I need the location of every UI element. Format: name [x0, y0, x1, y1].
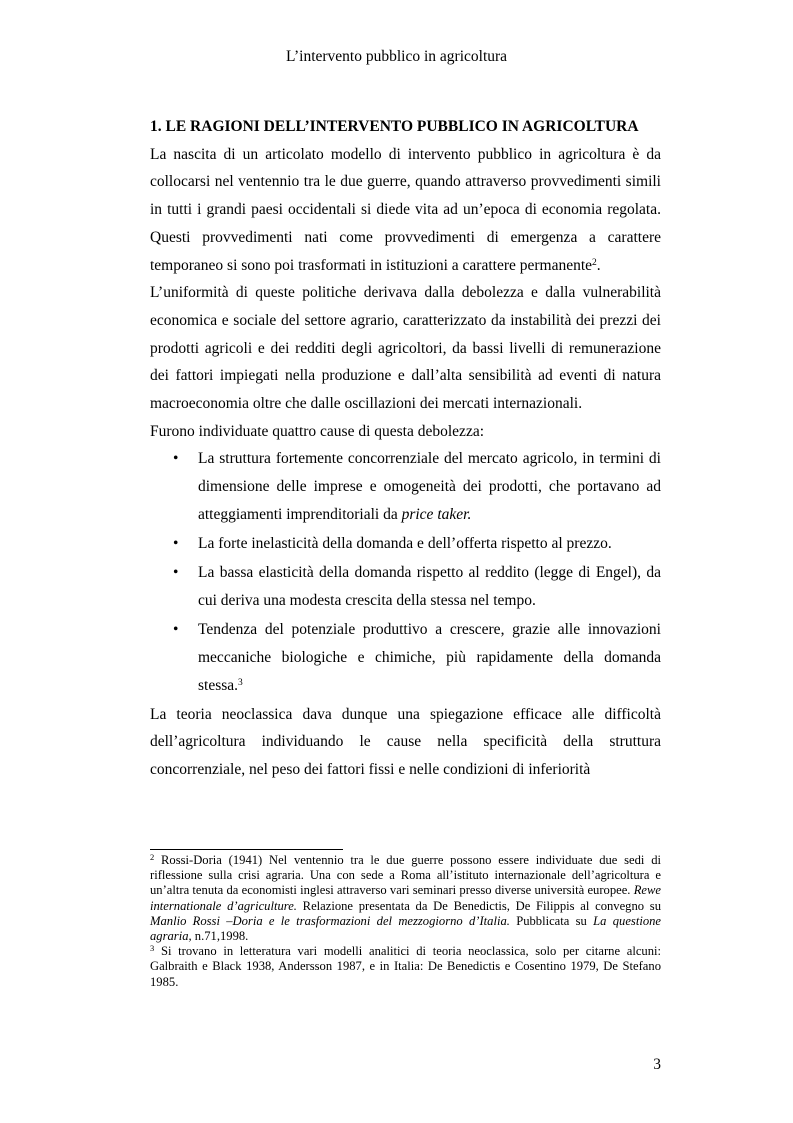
footnote-3-number: 3	[150, 943, 155, 954]
section-heading: 1. LE RAGIONI DELL’INTERVENTO PUBBLICO IN AGRICOLTURA	[150, 118, 639, 135]
paragraph-1-text: La nascita di un articolato modello di intervento pubblico in agricoltura è da collocarsi nel ventennio tra le due guerre, quando attraverso provvedimenti simili in tutti i grandi paesi occidentali si diede vita ad un’epoca di economia regolata. Questi provvedimenti nati come provvedimenti di emergenza a carattere temporaneo si sono poi trasformati in istituzioni a carattere permanente	[150, 145, 661, 274]
footnote-2-text-2: Relazione presentata da De Benedictis, De Filippis al convegno su	[296, 898, 662, 913]
footnote-2-number: 2	[150, 852, 155, 862]
footnote-2-text-3: Pubblicata su	[509, 913, 594, 928]
footnote-ref-2[interactable]: 2	[592, 257, 597, 268]
footnote-2-italic-2: Manlio Rossi –Doria e le trasformazioni del mezzogiorno d’Italia.	[150, 913, 510, 928]
list-item-text: La struttura fortemente concorrenziale del mercato agricolo, in termini di dimensione delle imprese e omogeneità dei prodotti, che portavano ad atteggiamenti imprenditoriali da	[198, 450, 661, 523]
footnote-2-text-4: n.71,1998.	[191, 929, 249, 944]
footnote-2-italic-1: Rewe internationale d’agriculture.	[150, 883, 661, 913]
page-number: 3	[653, 1056, 661, 1073]
paragraph-1-end: .	[596, 256, 601, 274]
paragraph-2: L’uniformità di queste politiche derivava dalla debolezza e dalla vulnerabilità economica e sociale del settore agrario, caratterizzato da instabilità dei prezzi dei prodotti agricoli e dei redditi degli agricoltori, da bassi livelli di remunerazione dei fattori impiegati nella produzione e dall’alta sensibilità ad eventi di natura macroeconomia oltre che dalle oscillazioni dei mercati internazionali.	[150, 284, 661, 413]
footnote-divider	[150, 849, 343, 850]
footnote-2	[150, 853, 661, 944]
footnote-3-text: Si trovano in letteratura vari modelli analitici di teoria neoclassica, solo per citarne alcuni: Galbraith e Black 1938, Andersson 1987, e in Italia: De Benedictis e Cosentino 1979, De Stefano 1985.	[150, 944, 661, 989]
list-item: • La forte inelasticità della domanda e dell’offerta rispetto al prezzo.	[198, 530, 661, 558]
main-text	[150, 113, 661, 784]
paragraph-3: Furono individuate quattro cause di questa debolezza:	[150, 422, 485, 440]
footnote-ref-3[interactable]: 3	[238, 677, 243, 688]
list-item-italic: price taker.	[401, 505, 472, 523]
paragraph-4: La teoria neoclassica dava dunque una spiegazione efficace alle difficoltà dell’agricoltura individuando le cause nella specificità della struttura concorrenziale, nel peso dei fattori fissi e nelle condizioni di inferiorità	[150, 705, 661, 779]
causes-list	[150, 445, 661, 699]
list-item: • La bassa elasticità della domanda rispetto al reddito (legge di Engel), da cui deriva una modesta crescita della stessa nel tempo.	[198, 559, 661, 614]
footnote-2-text: Rossi-Doria (1941) Nel ventennio tra le due guerre possono essere individuate due sedi di riflessione sulla crisi agraria. Una con sede a Roma all’istituto internazionale dell’agricoltura e un’altra tenuta da economisti inglesi attraverso vari seminari presso diverse università europee.	[150, 853, 661, 898]
list-item-text: Tendenza del potenziale produttivo a crescere, grazie alle innovazioni meccaniche biologiche e chimiche, più rapidamente della domanda stessa.	[198, 621, 661, 694]
footnotes	[150, 853, 661, 990]
footnote-2-italic-3: La questione agraria,	[150, 913, 661, 944]
paragraph-1	[150, 141, 661, 280]
list-item	[198, 616, 661, 699]
list-item	[198, 445, 661, 528]
running-head: L’intervento pubblico in agricoltura	[285, 48, 508, 65]
footnote-3	[150, 944, 661, 990]
